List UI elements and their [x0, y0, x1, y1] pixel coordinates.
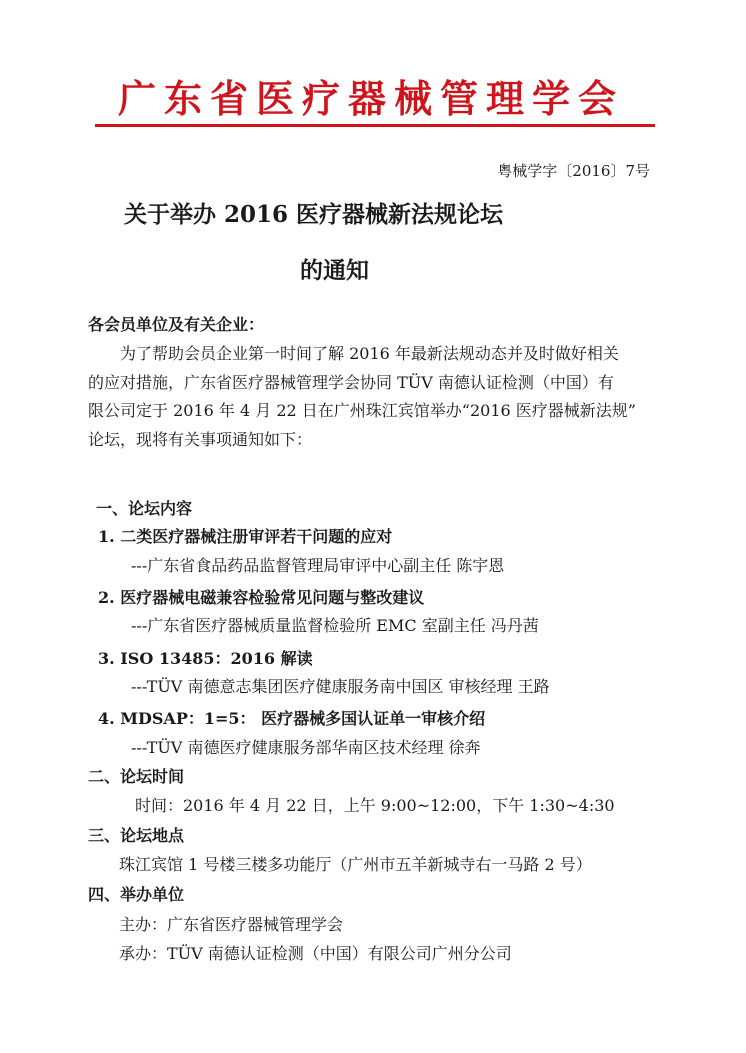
organizer-company: 承办：TÜV 南德认证检测（中国）有限公司广州分公司 [119, 944, 512, 963]
topic-speaker: ---TÜV 南德医疗健康服务部华南区技术经理 徐奔 [131, 738, 481, 757]
document-number: 粤械学字〔2016〕7号 [497, 162, 650, 180]
forum-time: 时间：2016 年 4 月 22 日，上午 9:00~12:00，下午 1:30~4:30 [135, 796, 615, 815]
section-heading-time: 二、论坛时间 [88, 767, 185, 786]
topic-title: 2. 医疗器械电磁兼容检验常见问题与整改建议 [98, 588, 425, 607]
intro-line: 为了帮助会员企业第一时间了解 2016 年最新法规动态并及时做好相关 [120, 344, 619, 363]
notice-title-line-2: 的通知 [300, 257, 369, 284]
notice-title-line-1: 关于举办 2016 医疗器械新法规论坛 [124, 201, 504, 228]
organization-letterhead: 广东省医疗器械管理学会 [118, 76, 625, 121]
topic-speaker: ---广东省医疗器械质量监督检验所 EMC 室副主任 冯丹茜 [131, 616, 539, 635]
letterhead-rule [95, 124, 655, 127]
intro-paragraph [88, 340, 658, 454]
forum-location: 珠江宾馆 1 号楼三楼多功能厅（广州市五羊新城寺右一马路 2 号） [119, 855, 592, 874]
topic-speaker: ---广东省食品药品监督管理局审评中心副主任 陈宇恩 [131, 556, 505, 575]
intro-line: 论坛，现将有关事项通知如下： [88, 429, 313, 449]
section-heading-location: 三、论坛地点 [88, 826, 185, 845]
section-heading-content: 一、论坛内容 [96, 499, 193, 518]
section-heading-organizers: 四、举办单位 [88, 885, 185, 904]
topic-speaker: ---TÜV 南德意志集团医疗健康服务南中国区 审核经理 王路 [131, 677, 550, 696]
salutation: 各会员单位及有关企业： [88, 315, 265, 334]
topic-title: 3. ISO 13485：2016 解读 [98, 649, 313, 668]
intro-line: 的应对措施，广东省医疗器械管理学会协同 TÜV 南德认证检测（中国）有 [88, 372, 614, 392]
topic-title: 1. 二类医疗器械注册审评若干问题的应对 [98, 527, 393, 546]
intro-line: 限公司定于 2016 年 4 月 22 日在广州珠江宾馆举办“2016 医疗器械新法规” [88, 401, 636, 420]
host-organization: 主办：广东省医疗器械管理学会 [119, 915, 344, 934]
topic-title: 4. MDSAP：1=5： 医疗器械多国认证单一审核介绍 [98, 709, 486, 728]
